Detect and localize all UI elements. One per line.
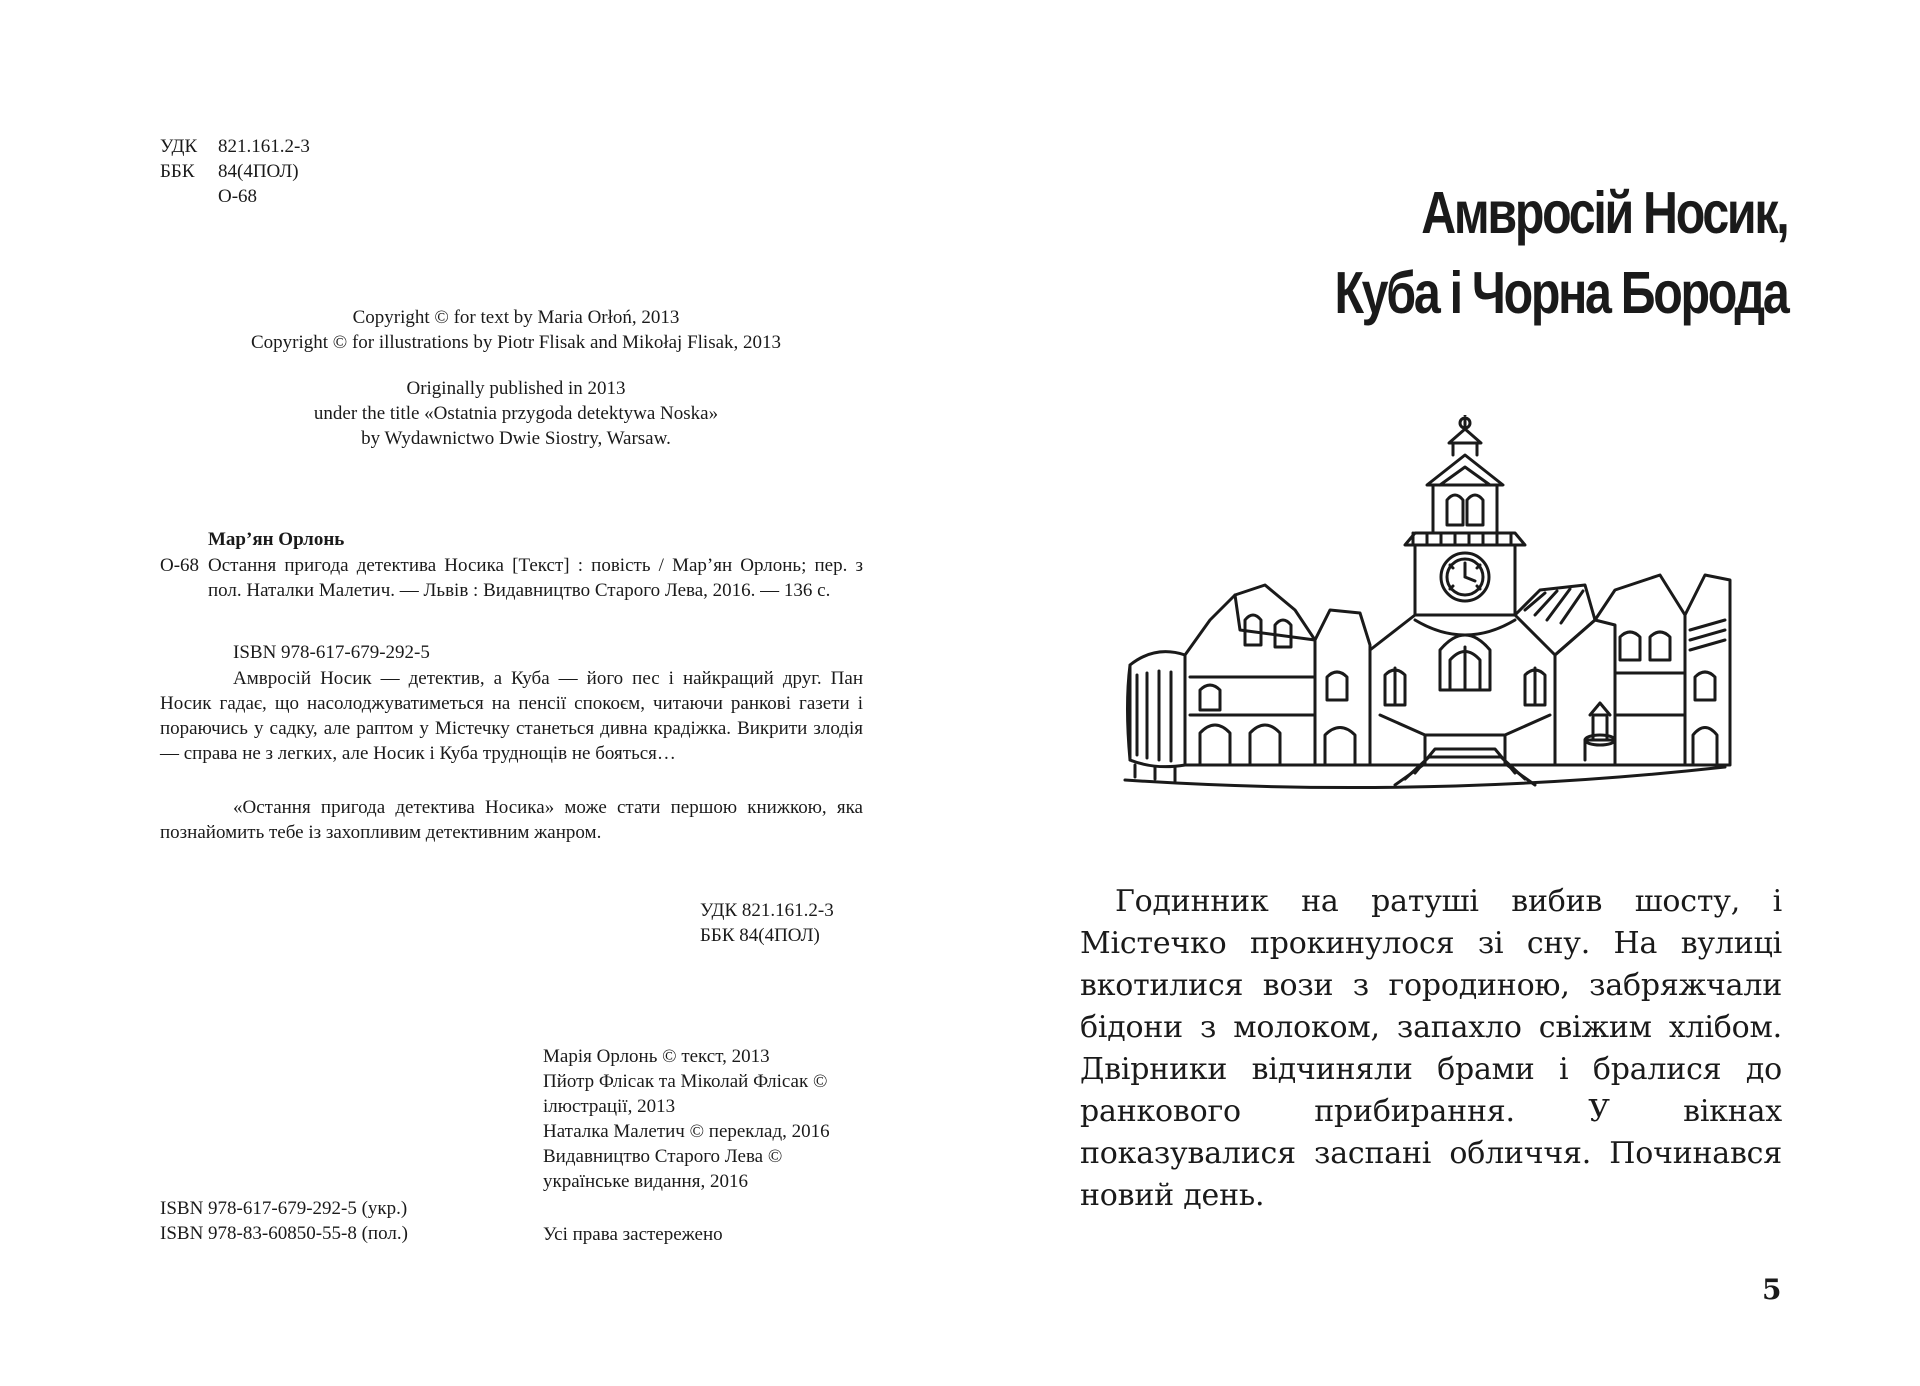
classification-block xyxy=(160,134,310,209)
publication-line: Originally published in 2013 xyxy=(406,378,626,399)
udk-line: УДК 821.161.2-3 xyxy=(700,900,834,921)
credit-line: Видавництво Старого Лева © xyxy=(543,1146,783,1167)
copyright-line: Copyright © for text by Maria Orłoń, 2013 xyxy=(352,307,680,328)
original-publication-block xyxy=(160,376,872,451)
credit-line: Наталка Малетич © переклад, 2016 xyxy=(543,1121,830,1142)
publication-line: by Wydawnictwo Dwie Siostry, Warsaw. xyxy=(361,428,671,449)
isbn-entry: ISBN 978-83-60850-55-8 (пол.) xyxy=(160,1223,408,1244)
classification-row: О-68 xyxy=(218,186,258,207)
author-heading: Мар’ян Орлонь xyxy=(208,529,345,550)
annotation-paragraph: Амвросій Носик — детектив, а Куба — його пес і найкращий друг. Пан Носик гадає, що насолоджуватиметься на пенсії спокоєм, читаючи ранкові газети і пораючись у садку, але раптом у Містечку станеться дивна крадіжка. Викрити злодія — справа не з легких, але Носик і Куба труднощів не бояться… xyxy=(160,668,863,764)
town-hall-square-illustration xyxy=(1115,415,1735,795)
copyright-block xyxy=(160,305,872,355)
credit-line: Марія Орлонь © текст, 2013 xyxy=(543,1046,770,1067)
copyright-line: Copyright © for illustrations by Piotr Flisak and Mikołaj Flisak, 2013 xyxy=(250,332,782,353)
isbn-line: ISBN 978-617-679-292-5 xyxy=(233,642,430,663)
isbn-list xyxy=(160,1196,408,1246)
udk-bottom-block xyxy=(700,898,834,948)
rights-notice: Усі права застережено xyxy=(543,1224,723,1245)
credit-line: ілюстрації, 2013 xyxy=(543,1096,676,1117)
story-paragraph: Годинник на ратуші вибив шосту, і Містечко прокинулося зі сну. На вулиці вкотилися вози з городиною, забряжчали бідони з молоком, запахло свіжим хлібом. Двірники відчиняли брами і бралися до ранкового прибирання. У вікнах показувалися заспані обличчя. Починався новий день. xyxy=(1080,884,1782,1213)
isbn-entry: ISBN 978-617-679-292-5 (укр.) xyxy=(160,1198,408,1219)
page-number: 5 xyxy=(1762,1273,1782,1306)
catalog-code: О-68 xyxy=(160,555,200,576)
annotation-paragraph: «Остання пригода детектива Носика» може стати першою книжкою, яка познайомить тебе із захопливим детективним жанром. xyxy=(160,797,863,843)
credit-line: українське видання, 2016 xyxy=(543,1171,748,1192)
bibliographic-description: Остання пригода детектива Носика [Текст] : повість / Мар’ян Орлонь; пер. з пол. Наталки Малетич. — Львів : Видавництво Старого Лева, 2016. — 136 с. xyxy=(208,555,863,601)
classification-row: УДК 821.161.2-3 xyxy=(160,136,310,157)
credits-block xyxy=(543,1044,830,1194)
publication-line: under the title «Ostatnia przygoda detektywa Noska» xyxy=(313,403,719,424)
chapter-title xyxy=(1334,173,1787,333)
classification-row: ББК 84(4ПОЛ) xyxy=(160,161,299,182)
title-line: Амвросій Носик, xyxy=(1420,180,1787,246)
title-line: Куба і Чорна Борода xyxy=(1333,260,1787,326)
udk-line: ББК 84(4ПОЛ) xyxy=(700,925,820,946)
credit-line: Пйотр Флісак та Міколай Флісак © xyxy=(543,1071,828,1092)
